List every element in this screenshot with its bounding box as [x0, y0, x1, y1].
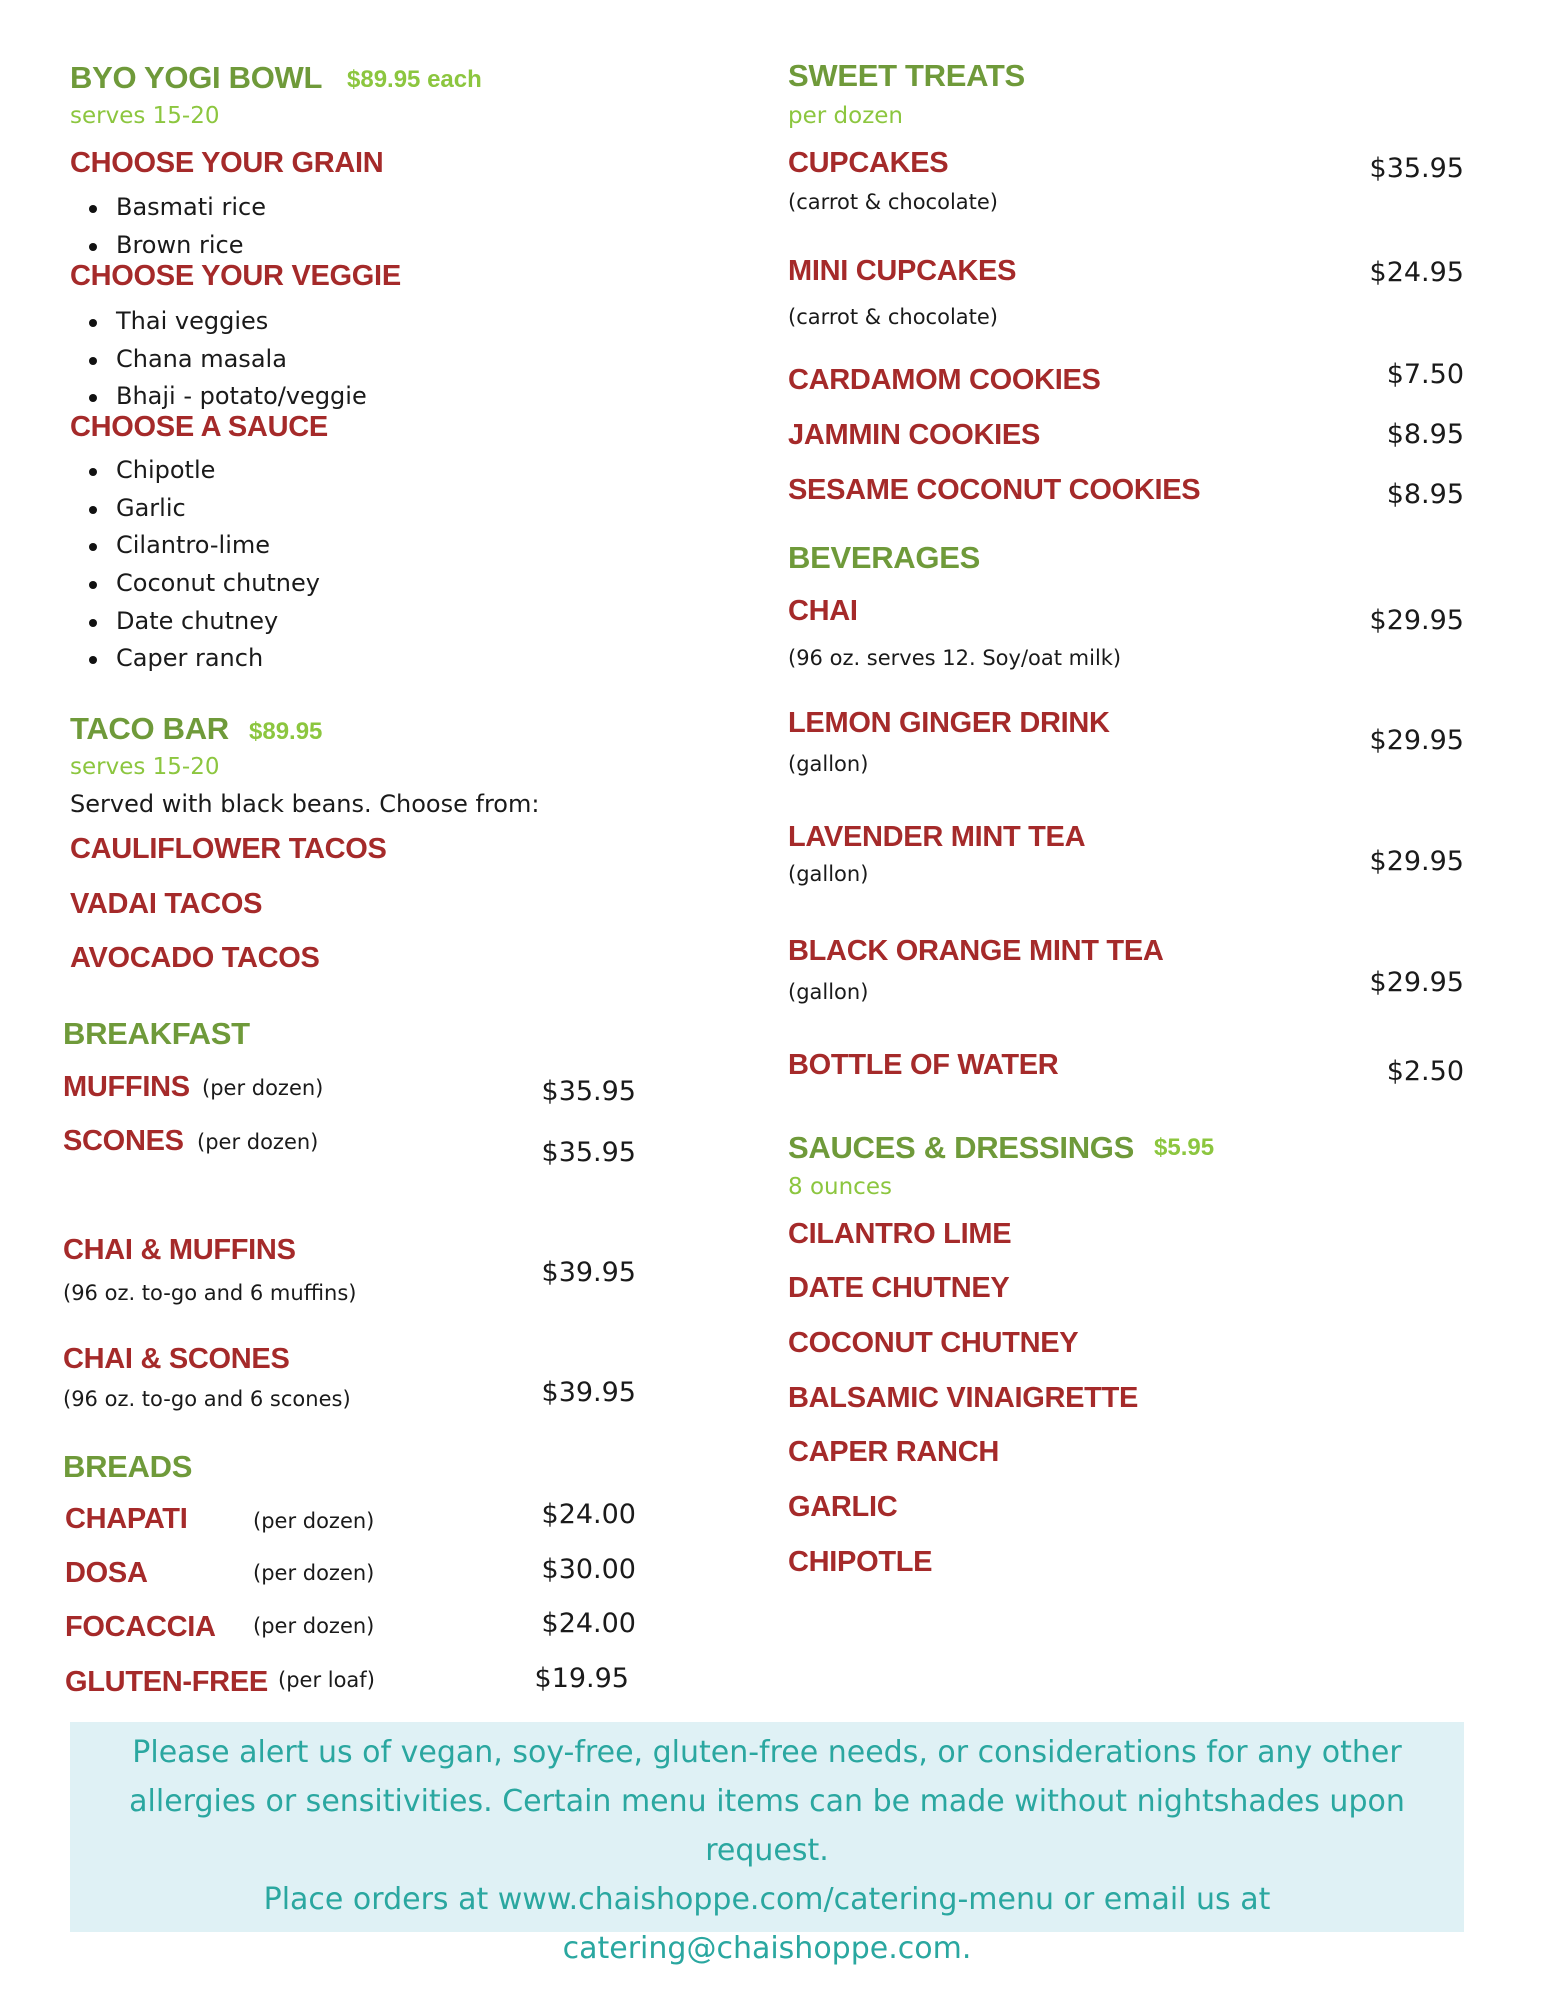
veggie-heading: CHOOSE YOUR VEGGIE: [70, 260, 401, 292]
sweet-item-name: CUPCAKES: [788, 147, 949, 179]
sauce-item: COCONUT CHUTNEY: [788, 1327, 1079, 1359]
list-item: Date chutney: [70, 603, 320, 641]
breakfast-item-price: $39.95: [541, 1257, 636, 1288]
bread-item-name: CHAPATI: [65, 1503, 188, 1535]
taco-bar-price: $89.95: [249, 718, 323, 745]
bread-item-price: $24.00: [541, 1499, 636, 1530]
beverage-item-price: $29.95: [1369, 725, 1464, 756]
sweet-item-desc: (carrot & chocolate): [788, 190, 998, 214]
beverage-item-desc: (96 oz. serves 12. Soy/oat milk): [788, 646, 1122, 670]
bread-item-price: $24.00: [541, 1608, 636, 1639]
breads-title: BREADS: [63, 1449, 193, 1484]
sauce-item: CHIPOTLE: [788, 1546, 933, 1578]
breakfast-item-desc: (96 oz. to-go and 6 scones): [63, 1387, 351, 1411]
yogi-bowl-title: BYO YOGI BOWL: [70, 60, 323, 95]
beverages-title: BEVERAGES: [788, 540, 980, 575]
taco-item: VADAI TACOS: [70, 888, 263, 920]
list-item: Chipotle: [70, 452, 320, 490]
beverage-item-price: $29.95: [1369, 846, 1464, 877]
list-item: Chana masala: [70, 341, 367, 379]
sauces-subtitle: 8 ounces: [788, 1174, 892, 1200]
bread-item-qualifier: (per loaf): [278, 1668, 375, 1692]
bread-item-qualifier: (per dozen): [253, 1561, 375, 1585]
bread-item-name: DOSA: [65, 1557, 148, 1589]
beverage-item-name: LEMON GINGER DRINK: [788, 707, 1110, 739]
sauce-item: CAPER RANCH: [788, 1436, 999, 1468]
bread-item-price: $19.95: [534, 1663, 629, 1694]
taco-bar-serves: serves 15-20: [70, 754, 220, 780]
notice-line: catering@chaishoppe.com.: [562, 1931, 972, 1966]
veggie-list: [70, 303, 367, 416]
breakfast-item-price: $35.95: [541, 1137, 636, 1168]
notice-line: Please alert us of vegan, soy-free, gluten-free needs, or considerations for any other: [132, 1735, 1402, 1770]
bread-item-qualifier: (per dozen): [253, 1614, 375, 1638]
taco-item: CAULIFLOWER TACOS: [70, 833, 387, 865]
sweet-item-desc: (carrot & chocolate): [788, 305, 998, 329]
beverage-item-desc: (gallon): [788, 752, 869, 776]
sauce-heading: CHOOSE A SAUCE: [70, 411, 328, 443]
beverage-item-desc: (gallon): [788, 862, 869, 886]
breakfast-item-name: CHAI & MUFFINS: [63, 1234, 296, 1266]
breakfast-title: BREAKFAST: [63, 1016, 250, 1051]
sweet-item-price: $35.95: [1369, 153, 1464, 184]
grain-list: [70, 189, 266, 264]
list-item: Caper ranch: [70, 640, 320, 678]
sweet-treats-title: SWEET TREATS: [788, 58, 1025, 93]
beverage-item-name: LAVENDER MINT TEA: [788, 821, 1086, 853]
yogi-bowl-serves: serves 15-20: [70, 103, 220, 129]
beverage-item-name: BLACK ORANGE MINT TEA: [788, 935, 1164, 967]
allergy-notice: [70, 1722, 1464, 1966]
bread-item-name: FOCACCIA: [65, 1611, 216, 1643]
notice-line: Place orders at www.chaishoppe.com/catering-menu or email us at: [263, 1882, 1271, 1917]
yogi-bowl-price: $89.95 each: [347, 66, 482, 93]
sweet-item-price: $24.95: [1369, 257, 1464, 288]
list-item: Brown rice: [70, 227, 266, 265]
list-item: Cilantro-lime: [70, 527, 320, 565]
grain-heading: CHOOSE YOUR GRAIN: [70, 147, 384, 179]
breakfast-item-qualifier: (per dozen): [202, 1076, 324, 1100]
taco-bar-title: TACO BAR: [70, 711, 229, 746]
breakfast-item-price: $39.95: [541, 1377, 636, 1408]
sauce-list: [70, 452, 320, 678]
breakfast-item-desc: (96 oz. to-go and 6 muffins): [63, 1281, 357, 1305]
sauce-item: DATE CHUTNEY: [788, 1272, 1010, 1304]
sweet-item-name: SESAME COCONUT COOKIES: [788, 474, 1201, 506]
sweet-treats-subtitle: per dozen: [788, 103, 903, 129]
list-item: Bhaji - potato/veggie: [70, 378, 367, 416]
breakfast-item-name: CHAI & SCONES: [63, 1343, 290, 1375]
sweet-item-price: $7.50: [1386, 359, 1464, 390]
sauce-item: BALSAMIC VINAIGRETTE: [788, 1382, 1139, 1414]
list-item: Thai veggies: [70, 303, 367, 341]
beverage-item-price: $29.95: [1369, 967, 1464, 998]
list-item: Coconut chutney: [70, 565, 320, 603]
sauce-item: CILANTRO LIME: [788, 1218, 1012, 1250]
list-item: Garlic: [70, 490, 320, 528]
notice-line: allergies or sensitivities. Certain menu items can be made without nightshades upon request.: [129, 1784, 1405, 1868]
list-item: Basmati rice: [70, 189, 266, 227]
breakfast-item-name: MUFFINS: [63, 1071, 190, 1103]
breakfast-item-name: SCONES: [63, 1125, 184, 1157]
sweet-item-price: $8.95: [1386, 419, 1464, 450]
taco-bar-note: Served with black beans. Choose from:: [70, 790, 540, 818]
beverage-item-price: $29.95: [1369, 605, 1464, 636]
breakfast-item-price: $35.95: [541, 1076, 636, 1107]
sauces-title: SAUCES & DRESSINGS: [788, 1130, 1134, 1165]
sweet-item-name: JAMMIN COOKIES: [788, 419, 1040, 451]
bread-item-qualifier: (per dozen): [253, 1509, 375, 1533]
sweet-item-name: MINI CUPCAKES: [788, 255, 1017, 287]
taco-item: AVOCADO TACOS: [70, 942, 320, 974]
beverage-item-name: CHAI: [788, 595, 858, 627]
bread-item-name: GLUTEN-FREE: [65, 1666, 268, 1698]
beverage-item-price: $2.50: [1386, 1056, 1464, 1087]
beverage-item-desc: (gallon): [788, 980, 869, 1004]
sauce-item: GARLIC: [788, 1491, 898, 1523]
sauces-price: $5.95: [1154, 1134, 1215, 1161]
breakfast-item-qualifier: (per dozen): [197, 1130, 319, 1154]
sweet-item-price: $8.95: [1386, 479, 1464, 510]
beverage-item-name: BOTTLE OF WATER: [788, 1049, 1059, 1081]
sweet-item-name: CARDAMOM COOKIES: [788, 364, 1101, 396]
bread-item-price: $30.00: [541, 1554, 636, 1585]
